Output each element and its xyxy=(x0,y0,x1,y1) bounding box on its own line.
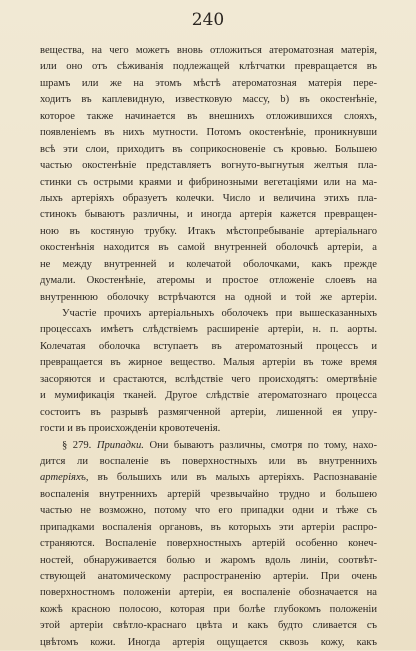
line-text: этой артеріи свѣтло-краснаго цвѣта и какъ будто сливается съ xyxy=(40,620,377,632)
text-line xyxy=(40,635,377,651)
text-line xyxy=(40,553,377,569)
line-text: вещества, на чего можетъ вновь отложиться атероматозная матерія, xyxy=(40,45,377,56)
line-text: ходитъ въ каплевидную, известковую массу, b) въ окостенѣніе, xyxy=(40,94,377,106)
line-text: превращается въ жирное вещество. Малыя артеріи въ тоже время xyxy=(40,357,377,369)
text-line xyxy=(40,273,377,289)
line-text: или оно отъ сѣживанія подлежащей клѣтчатки превращается въ xyxy=(40,61,377,73)
line-text: поверхностномъ положеніи артеріи, ея воспаленіе обозначается на xyxy=(40,587,377,599)
text-line xyxy=(40,322,377,338)
line-text: страняются. Воспаленіе поверхностныхъ артерій особенно конеч- xyxy=(40,538,377,550)
text-line xyxy=(40,109,377,125)
line-text: частью окостенѣніе представляетъ вогнуто-выгнутыя желтыя пла- xyxy=(40,160,377,172)
text-line xyxy=(40,125,377,141)
line-text: ною въ костяную трубку. Итакъ мѣстопребываніе артеріальнаго xyxy=(40,225,377,237)
line-text: окостенѣнія находится въ самой внутренней оболочкѣ артеріи, а xyxy=(40,242,377,254)
line-text: внутреннюю оболочку встрѣчаются на одной и той же артеріи. xyxy=(40,291,377,303)
text-line xyxy=(40,438,377,454)
line-text: ностей, обнаруживается болью и жаромъ вдоль линіи, соотвѣт- xyxy=(40,554,377,566)
text-line xyxy=(40,339,377,355)
text-line xyxy=(40,602,377,618)
text-line xyxy=(40,487,377,503)
line-text: стинокъ бываютъ различны, и иногда артерія кажется превращен- xyxy=(40,209,377,221)
line-text: Участіе прочихъ артеріальныхъ оболочекъ при вышесказанныхъ xyxy=(62,308,377,319)
text-line xyxy=(40,503,377,519)
text-line xyxy=(40,224,377,240)
text-line xyxy=(40,191,377,207)
line-text: , въ большихъ или въ малыхъ артеріяхъ. Распознаваніе xyxy=(85,472,377,484)
line-text: припадками воспаленія органовъ, въ которыхъ эти артеріи распро- xyxy=(40,521,377,533)
text-line xyxy=(40,520,377,536)
italic-term: Припадки. xyxy=(96,439,144,451)
line-text: шрамъ или же на этомъ мѣстѣ атероматозная матерія пере- xyxy=(40,77,377,89)
text-line xyxy=(40,240,377,256)
line-text: состоитъ въ разрывѣ размягченной артеріи, лишенной ея упру- xyxy=(40,406,377,418)
italic-term: артеріяхъ xyxy=(40,472,86,484)
text-line xyxy=(40,536,377,552)
line-text: гости и въ происхожденіи кровотеченія. xyxy=(40,423,221,435)
line-text: кожѣ красною полосою, которая при болѣе глубокомъ положеніи xyxy=(40,603,377,615)
line-text: дится ли воспаленіе въ поверхностныхъ или въ внутреннихъ xyxy=(40,455,377,467)
line-text: цвѣтомъ кожи. Иногда артерія ощущается сквозь кожу, какъ xyxy=(40,636,377,648)
text-line xyxy=(40,355,377,371)
section-number: § 279. xyxy=(62,439,97,451)
text-line xyxy=(40,59,377,75)
text-line xyxy=(40,618,377,634)
text-line xyxy=(40,405,377,421)
line-text: частью не возможно, потому что его припадки одни и тѣже съ xyxy=(40,505,377,517)
line-text: всѣ эти слои, приходитъ въ соприкосновеніе съ кровью. Большею xyxy=(40,143,377,155)
line-text: не между внутренней и колечатой оболочками, какъ прежде xyxy=(40,258,377,270)
line-text: процессахъ имѣетъ слѣдствіемъ расширеніе артеріи, н. п. аорты. xyxy=(40,324,377,336)
text-line xyxy=(40,158,377,174)
text-line xyxy=(40,207,377,223)
text-line xyxy=(40,470,377,486)
line-text: ствующей анатомическому распространенію артеріи. При очень xyxy=(40,571,377,582)
line-text: которое также начинается въ внешнихъ отложившихся слояхъ, xyxy=(40,110,377,122)
text-line xyxy=(40,290,377,306)
line-text: появленіемъ въ нихъ мутности. Потомъ окостенѣніе, проникнувши xyxy=(40,127,377,139)
text-line xyxy=(40,142,377,158)
text-line xyxy=(40,306,377,322)
text-line xyxy=(40,569,377,585)
line-text: думали. Окостенѣніе, атеромы и простое отложеніе слоевъ на xyxy=(40,275,377,287)
text-line xyxy=(40,92,377,108)
line-text: воспаленія внутреннихъ артерій чрезвычайно трудно и большею xyxy=(40,488,377,500)
text-line xyxy=(40,388,377,404)
text-line xyxy=(40,43,377,59)
page-number: 240 xyxy=(191,10,225,30)
body-text xyxy=(40,43,377,651)
line-text: стинки съ острыми краями и фибринозными вегетаціями или на ма- xyxy=(40,176,377,188)
line-text: лыхъ артеріяхъ образуетъ колечки. Число и величина этихъ пла- xyxy=(40,192,377,204)
text-line xyxy=(40,454,377,470)
text-line xyxy=(40,175,377,191)
text-line xyxy=(40,421,377,437)
line-text: засоряются и срастаются, вслѣдствіе чего происходятъ: омертвѣніе xyxy=(40,373,377,385)
line-text: и мумификація тканей. Другое слѣдствіе атероматознаго процесса xyxy=(40,390,377,402)
line-text: Они бываютъ различны, смотря по тому, нахо- xyxy=(143,439,377,451)
text-line xyxy=(40,257,377,273)
text-line xyxy=(40,585,377,601)
text-line xyxy=(40,372,377,388)
text-line xyxy=(40,76,377,92)
line-text: Колечатая оболочка вступаетъ въ атероматозный процессъ и xyxy=(40,340,377,352)
